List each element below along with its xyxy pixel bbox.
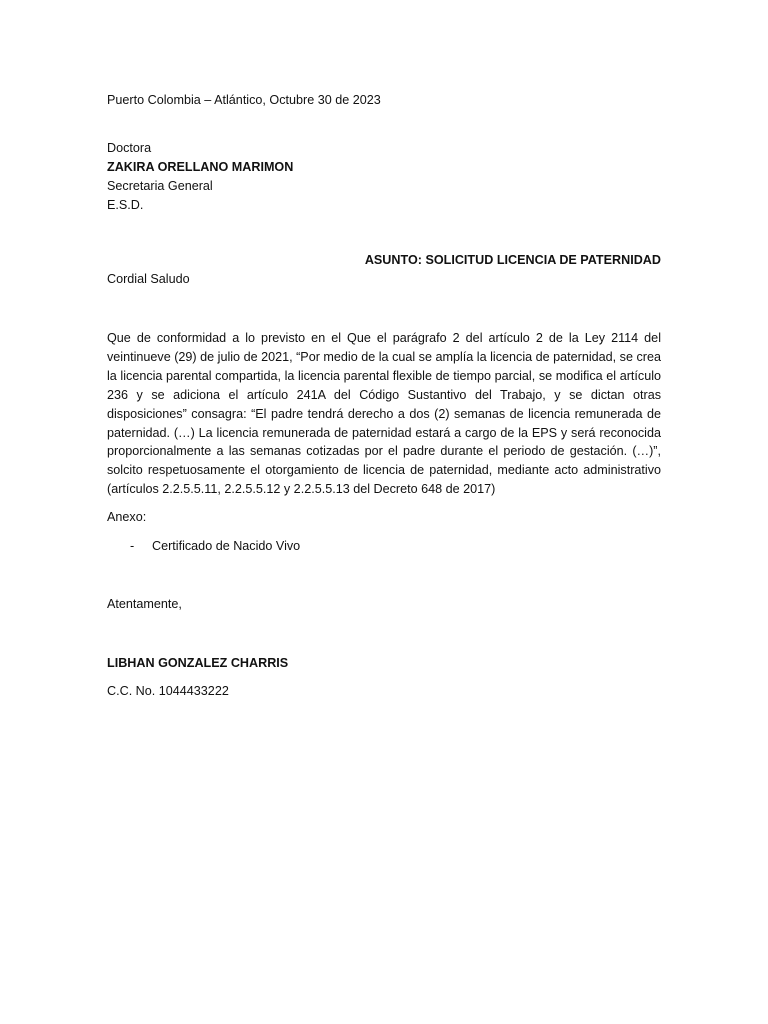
recipient-name: ZAKIRA ORELLANO MARIMON — [107, 160, 294, 174]
recipient-city: E.S.D. — [107, 198, 144, 212]
recipient-position: Secretaria General — [107, 179, 213, 193]
recipient-block — [107, 139, 293, 215]
signer-name: LIBHAN GONZALEZ CHARRIS — [107, 656, 289, 670]
annex-list — [130, 537, 300, 556]
list-bullet: - — [130, 539, 135, 553]
recipient-title: Doctora — [107, 141, 152, 155]
place-date: Puerto Colombia – Atlántico, Octubre 30 de 2023 — [107, 93, 381, 107]
greeting: Cordial Saludo — [107, 272, 190, 286]
list-item — [130, 537, 300, 556]
signer-id: C.C. No. 1044433222 — [107, 684, 229, 698]
body-paragraph: Que de conformidad a lo previsto en el Que el parágrafo 2 del artículo 2 de la Ley 2114 del veintinueve (29) de julio de 2021, “Por medio de la cual se amplía la licencia de paternidad, se crea la licencia parental compartida, la licencia parental flexible de tiempo parcial, se modifica el artículo 236 y se adiciona el artículo 241A del Código Sustantivo del Trabajo, y se dictan otras disposiciones” consagra: “El padre tendrá derecho a dos (2) semanas de licencia remunerada de paternidad. (…) La licencia remunerada de paternidad estará a cargo de la EPS y será reconocida proporcionalmente a las semanas cotizadas por el padre durante el periodo de gestación. (…)”, solcito respetuosamente el otorgamiento de licencia de paternidad, mediante acto administrativo (artículos 2.2.5.5.11, 2.2.5.5.12 y 2.2.5.5.13 del Decreto 648 de 2017) — [107, 331, 661, 497]
annex-label: Anexo: — [107, 510, 147, 524]
subject-line: ASUNTO: SOLICITUD LICENCIA DE PATERNIDAD — [364, 253, 661, 267]
annex-item-text: Certificado de Nacido Vivo — [152, 539, 301, 553]
closing: Atentamente, — [107, 597, 182, 611]
